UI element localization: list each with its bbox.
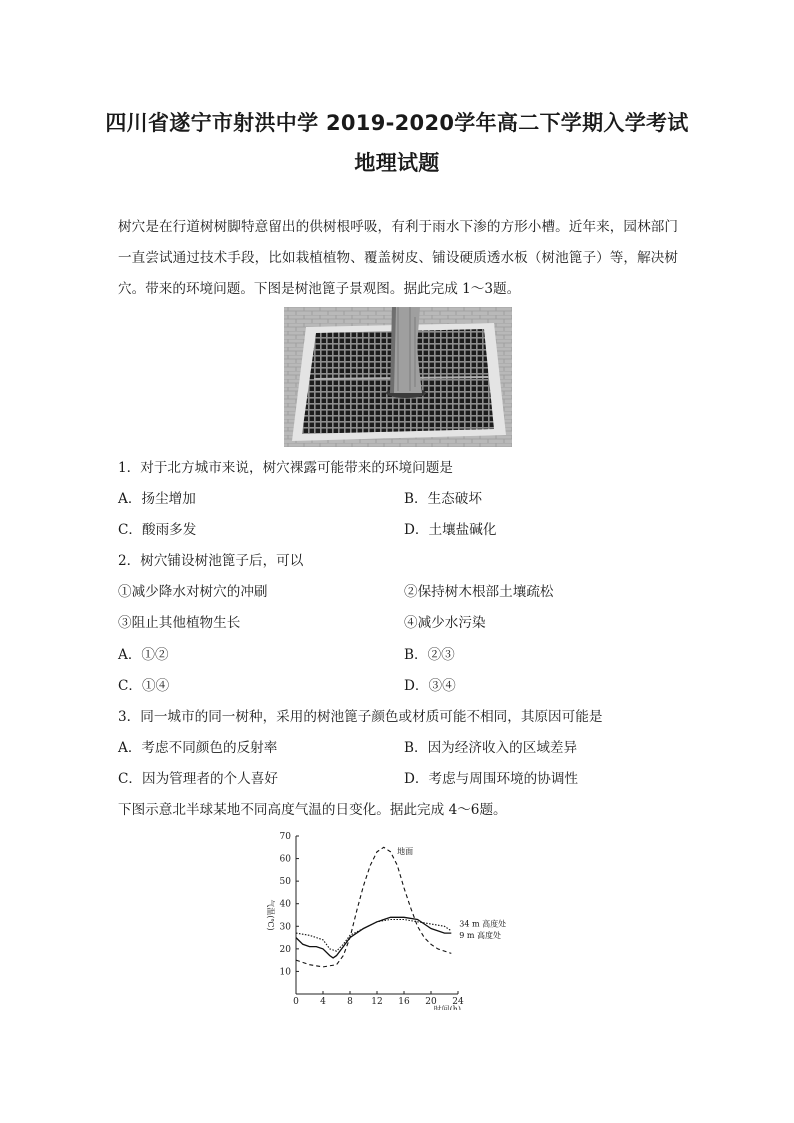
y-tick-label: 70 <box>279 832 291 842</box>
tree-grate-illustration <box>284 307 512 447</box>
question-2-statement-2: ②保持树木根部土壤疏松 <box>404 584 554 600</box>
series-line-2 <box>296 917 451 958</box>
y-tick-label: 20 <box>279 944 291 955</box>
question-1-stem: 1．对于北方城市来说，树穴裸露可能带来的环境问题是 <box>118 460 453 476</box>
intro-paragraph: 树穴是在行道树树脚特意留出的供树根呼吸，有利于雨水下渗的方形小槽。近年来，园林部门一直尝试通过技术手段，比如栽植植物、覆盖树皮、铺设硬质透水板（树池篦子）等，解决树穴。带来的环境问题。下图是树池篦子景观图。据此完成 1～3题。 <box>118 219 678 297</box>
x-tick-label: 24 <box>452 997 464 1007</box>
question-2-stem: 2．树穴铺设树池篦子后，可以 <box>118 553 304 569</box>
question-2-option-c: C．①④ <box>118 678 170 694</box>
question-1-option-c: C．酸雨多发 <box>118 522 197 538</box>
x-axis-label: 时间(h) <box>433 1005 461 1010</box>
page-title: 四川省遂宁市射洪中学 2019-2020学年高二下学期入学考试 <box>105 111 689 135</box>
y-tick-label: 50 <box>279 877 291 888</box>
question-2-statement-3: ③阻止其他植物生长 <box>118 615 241 631</box>
y-tick-label: 40 <box>279 899 291 910</box>
question-2-option-b: B．②③ <box>404 647 455 663</box>
x-tick-label: 0 <box>293 997 299 1007</box>
series-line-1 <box>296 920 451 952</box>
question-3-option-d: D．考虑与周围环境的协调性 <box>404 771 579 787</box>
x-tick-label: 16 <box>398 997 410 1007</box>
question-1-option-d: D．土壤盐碱化 <box>404 522 497 538</box>
question-2-statement-4: ④减少水污染 <box>404 615 486 631</box>
y-tick-label: 60 <box>279 854 291 865</box>
x-tick-label: 4 <box>320 997 326 1007</box>
series-label-1: 34 m 高度处 <box>459 919 507 929</box>
question-3-option-b: B．因为经济收入的区域差异 <box>404 740 578 756</box>
series-label-2: 9 m 高度处 <box>459 931 502 941</box>
question-3-option-c: C．因为管理者的个人喜好 <box>118 771 278 787</box>
x-tick-label: 8 <box>347 997 353 1007</box>
temperature-chart-svg <box>258 826 528 1010</box>
temperature-chart <box>258 826 528 1010</box>
chart-intro: 下图示意北半球某地不同高度气温的日变化。据此完成 4～6题。 <box>118 802 507 818</box>
x-tick-label: 12 <box>371 997 383 1007</box>
question-2-option-a: A．①② <box>118 647 169 663</box>
y-tick-label: 30 <box>279 922 291 933</box>
question-3-stem: 3．同一城市的同一树种，采用的树池篦子颜色或材质可能不相同，其原因可能是 <box>118 709 603 725</box>
y-tick-label: 10 <box>279 967 291 978</box>
series-line-0 <box>296 847 451 967</box>
y-axis-label: 气温(℃) <box>266 899 275 931</box>
question-1-option-b: B．生态破坏 <box>404 491 482 507</box>
series-label-0: 地面 <box>397 847 414 857</box>
x-tick-label: 20 <box>425 997 437 1007</box>
question-3-option-a: A．考虑不同颜色的反射率 <box>118 740 278 756</box>
question-1-option-a: A．扬尘增加 <box>118 491 196 507</box>
page-subtitle: 地理试题 <box>354 151 440 175</box>
tree-grate-photo <box>284 307 512 447</box>
question-2-option-d: D．③④ <box>404 678 456 694</box>
question-2-statement-1: ①减少降水对树穴的冲刷 <box>118 584 268 600</box>
